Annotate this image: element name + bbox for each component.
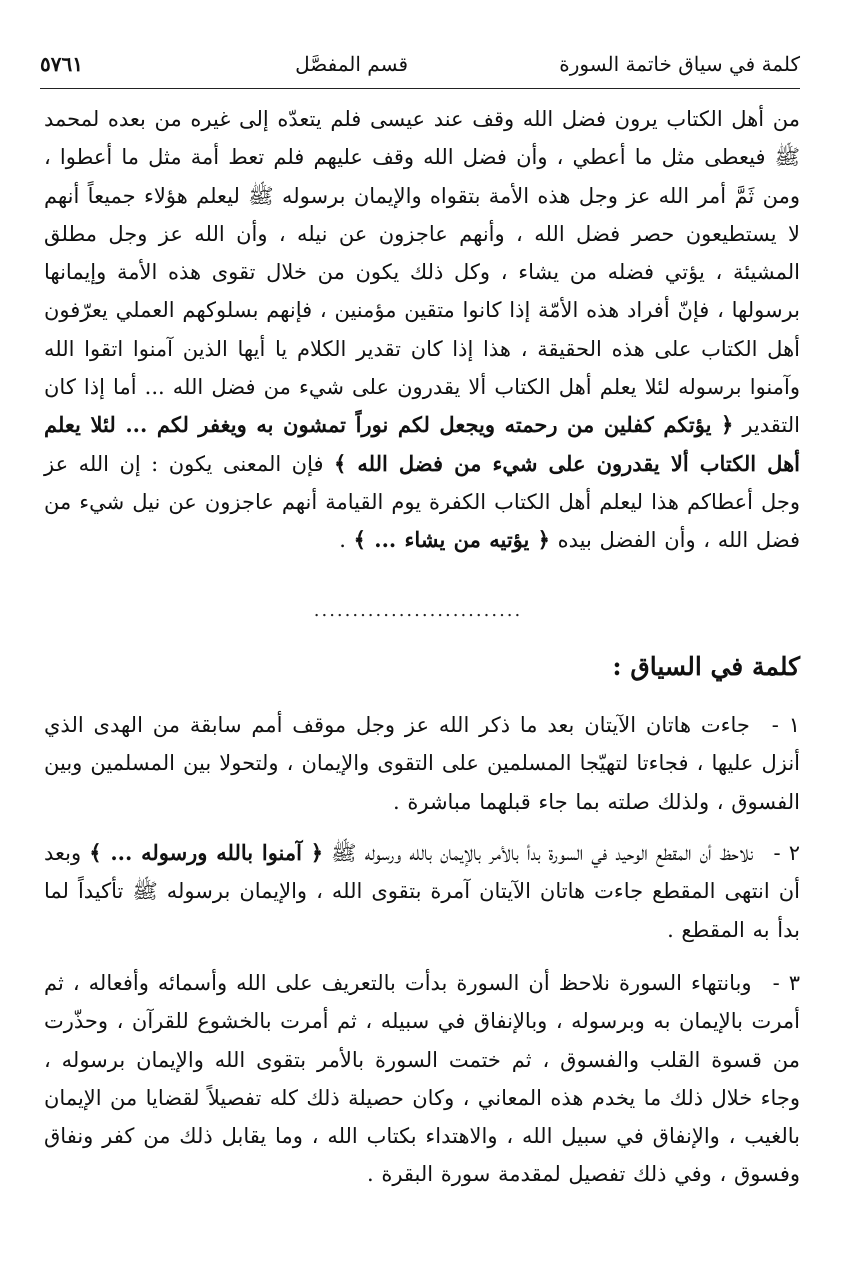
section-separator: ........................... xyxy=(313,600,523,621)
page-header xyxy=(40,52,800,86)
quran-quote: ﴿ آمنوا بالله ورسوله ... ﴾ xyxy=(89,840,324,865)
numbered-point xyxy=(44,706,800,821)
paragraph-text: من أهل الكتاب يرون فضل الله وقف عند عيسى فلم يتعدّه إلى غيره من بعده لمحمد ﷺ فيعطى مثل ما أعطي ، وأن فضل الله وقف عليهم فلم تعط أمة مثل ما أعطوا ، ومن ثَمَّ أمر الله عز وجل هذه الأمة بتقواه والإيمان برسوله ﷺ ليعلم هؤلاء جميعاً أنهم لا يستطيعون حصر فضل الله ، وأنهم عاجزون عن نيله ، وأن الله عز وجل مطلق المشيئة ، يؤتي فضله من يشاء ، وكل ذلك يكون من خلال تقوى هذه الأمة وإيمانها برسولها ، فإنّ أفراد هذه الأمّة إذا كانوا متقين مؤمنين ، فإنهم بسلوكهم العملي يعرّفون أهل الكتاب على هذه الحقيقة ، هذا إذا كان تقدير الكلام يا أيها الذين آمنوا اتقوا الله وآمنوا برسوله لئلا يعلم أهل الكتاب ألا يقدرون على شيء من فضل الله ... أما إذا كان التقدير xyxy=(44,107,800,438)
point-number: ٣ - xyxy=(772,971,800,995)
page-number: ٥٧٦١ xyxy=(40,52,83,76)
point-number: ١ - xyxy=(771,713,800,737)
paragraph-text: فإن المعنى يكون : إن الله عز وجل أعطاكم هذا ليعلم أهل الكتاب الكفرة يوم القيامة أنهم عاجزون عن نيل شيء من فضل الله ، وأن الفضل بيده xyxy=(44,451,800,553)
section-name: قسم المفصَّل xyxy=(295,52,408,76)
point-text: وبعد أن انتهى المقطع جاءت هاتان الآيتان آمرة بتقوى الله ، والإيمان برسوله ﷺ تأكيداً لما بدأ به المقطع . xyxy=(44,841,800,942)
numbered-point xyxy=(44,964,800,1194)
section-heading: كلمة في السياق : xyxy=(612,652,800,681)
point-text: وبانتهاء السورة نلاحظ أن السورة بدأت بالتعريف على الله وأسمائه وأفعاله ، ثم أمرت بالإيمان به وبرسوله ، وبالإنفاق في سبيله ، ثم أمرت بالخشوع للقرآن ، وحذّرت من قسوة القلب والفسوق ، ثم ختمت السورة بالأمر بتقوى الله والإيمان برسوله ، وجاء خلال ذلك ما يخدم هذه المعاني ، وكان حصيلة ذلك كله تفصيلاً لقضايا من الإيمان بالغيب ، والإنفاق في سبيل الله ، والاهتداء بكتاب الله ، وما يقابل ذلك من كفر ونفاق وفسوق ، وفي ذلك تفصيل لمقدمة سورة البقرة . xyxy=(44,971,800,1187)
paragraph-tafsir xyxy=(44,100,800,560)
point-number: ٢ - xyxy=(773,841,800,865)
numbered-point xyxy=(44,834,800,949)
point-text: جاءت هاتان الآيتان بعد ما ذكر الله عز وجل موقف أمم سابقة من الهدى الذي أنزل عليها ، فجاءتا لتهيّجا المسلمين على التقوى والإيمان ، ولتحولا بين المسلمين وبين الفسوق ، ولذلك صلته بما جاء قبلهما مباشرة . xyxy=(44,713,800,814)
quran-quote: ﴿ يؤتكم كفلين من رحمته ويجعل لكم نوراً تمشون به ويغفر لكم ... لئلا يعلم أهل الكتاب ألا يقدرون على شيء من فضل الله ﴾ xyxy=(44,412,800,476)
running-title: كلمة في سياق خاتمة السورة xyxy=(559,52,800,76)
quran-quote: ﴿ يؤتيه من يشاء ... ﴾ xyxy=(353,527,550,553)
paragraph-end: . xyxy=(339,528,346,553)
header-rule xyxy=(40,88,800,89)
point-text: نلاحظ أن المقطع الوحيد في السورة بدأ بالأمر بالإيمان بالله ورسوله ﷺ xyxy=(323,841,754,865)
